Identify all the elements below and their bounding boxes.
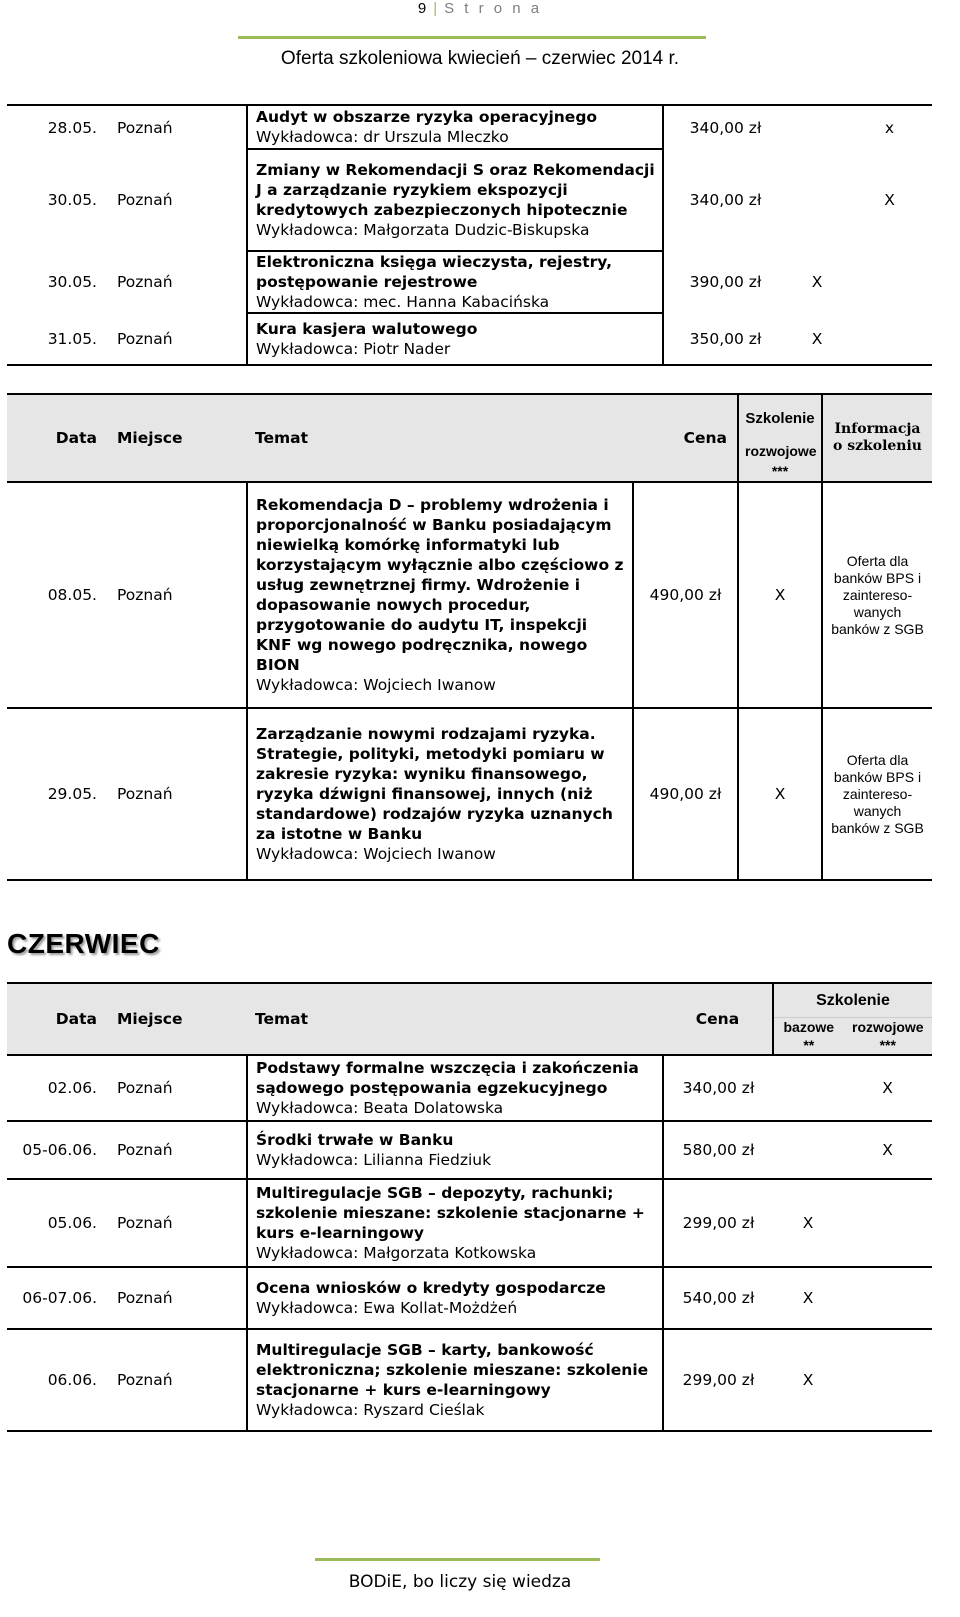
table-row	[7, 1055, 932, 1121]
header-place: Miejsce	[105, 394, 247, 482]
header-training	[773, 983, 932, 1055]
table-header-row	[7, 983, 932, 1055]
header-base-label: bazowe	[783, 1018, 835, 1035]
place-cell: Poznań	[105, 1179, 247, 1267]
header-dev	[844, 1018, 932, 1054]
lecturer: Wykładowca: Małgorzata Kotkowska	[256, 1244, 537, 1262]
june-table	[7, 982, 932, 1432]
table-row	[7, 1329, 932, 1431]
header-price: Cena	[633, 394, 738, 482]
table-row	[7, 251, 932, 313]
lecturer: Wykładowca: Wojciech Iwanow	[256, 845, 496, 863]
table-row	[7, 105, 932, 149]
date-cell: 31.05.	[7, 313, 105, 365]
topic-title: Środki trwałe w Banku	[256, 1131, 454, 1149]
topic-cell	[247, 1329, 663, 1431]
place-cell: Poznań	[105, 708, 247, 880]
place-cell: Poznań	[105, 313, 247, 365]
footer-rule	[315, 1558, 600, 1561]
topic-title: Multiregulacje SGB – depozyty, rachunki; szkolenie mieszane: szkolenie stacjonarne + kurs e-learningowy	[256, 1184, 645, 1242]
topic-title: Podstawy formalne wszczęcia i zakończenia sądowego postępowania egzekucyjnego	[256, 1059, 639, 1097]
date-cell: 29.05.	[7, 708, 105, 880]
topic-cell	[247, 1267, 663, 1329]
table-row	[7, 1179, 932, 1267]
date-cell: 06-07.06.	[7, 1267, 105, 1329]
price-cell: 299,00 zł	[663, 1179, 773, 1267]
place-cell: Poznań	[105, 1121, 247, 1179]
page-number: 9	[417, 0, 430, 17]
topic-cell	[247, 251, 663, 313]
bank-offer-table	[7, 393, 932, 881]
topic-title: Ocena wniosków o kredyty gospodarcze	[256, 1279, 606, 1297]
header-base	[774, 1018, 844, 1054]
header-base-stars: **	[803, 1036, 815, 1053]
empty-cell	[787, 149, 847, 251]
price-cell: 580,00 zł	[663, 1121, 773, 1179]
topic-cell	[247, 313, 663, 365]
price-cell: 340,00 zł	[663, 105, 787, 149]
topic-cell	[247, 105, 663, 149]
header-dev-stars: ***	[879, 1036, 896, 1053]
base-mark	[773, 1121, 843, 1179]
section-title-june: CZERWIEC	[7, 928, 160, 959]
header-rule	[238, 36, 706, 39]
table-row	[7, 1121, 932, 1179]
lecturer: Wykładowca: Małgorzata Dudzic-Biskupska	[256, 221, 590, 239]
base-mark: X	[773, 1329, 843, 1431]
dev-mark	[843, 1329, 932, 1431]
dev-mark: X	[738, 482, 822, 708]
date-cell: 05.06.	[7, 1179, 105, 1267]
place-cell: Poznań	[105, 1055, 247, 1121]
header-price: Cena	[663, 983, 773, 1055]
topic-cell	[247, 1121, 663, 1179]
lecturer: Wykładowca: Piotr Nader	[256, 340, 451, 358]
empty-cell	[847, 251, 932, 313]
footer-slogan: BODiE, bo liczy się wiedza	[348, 1572, 572, 1592]
header-dev-stars: ***	[771, 463, 789, 479]
header-dev-label: rozwojowe	[745, 443, 817, 459]
place-cell: Poznań	[117, 191, 173, 209]
may-continuation-table	[7, 104, 932, 366]
topic-title: Rekomendacja D – problemy wdrożenia i proporcjonalność w Banku posiadającym niewielką komórkę informatyki lub korzystającym wyłącznie albo częściowo z usług zewnętrznej firmy. Wdrożenie i dopasowanie nowych procedur, przygotowanie do audytu IT, inspekcji KNF wg nowego podręcznika, nowego BION	[256, 496, 624, 674]
date-cell: 02.06.	[7, 1055, 105, 1121]
lecturer: Wykładowca: dr Urszula Mleczko	[256, 128, 509, 146]
topic-title: Multiregulacje SGB – karty, bankowość elektroniczna; szkolenie mieszane: szkolenie stacjonarne + kurs e-learningowy	[256, 1341, 649, 1399]
lecturer: Wykładowca: Ewa Kollat-Możdżeń	[256, 1299, 518, 1317]
info-cell: Oferta dla banków BPS i zaintereso-wanych banków z SGB	[822, 482, 932, 708]
place-cell: Poznań	[117, 273, 173, 291]
topic-cell	[247, 1179, 663, 1267]
info-cell: Oferta dla banków BPS i zaintereso-wanych banków z SGB	[822, 708, 932, 880]
date-cell: 05-06.06.	[7, 1121, 105, 1179]
place-cell: Poznań	[105, 105, 247, 149]
price-cell: 540,00 zł	[663, 1267, 773, 1329]
topic-title: Audyt w obszarze ryzyka operacyjnego	[256, 108, 598, 126]
dev-mark: x	[847, 105, 932, 149]
topic-cell	[247, 1055, 663, 1121]
base-mark	[773, 1055, 843, 1121]
price-cell: 299,00 zł	[663, 1329, 773, 1431]
price-cell: 340,00 zł	[689, 191, 762, 209]
price-cell: 350,00 zł	[663, 313, 787, 365]
page-separator: |	[433, 0, 441, 17]
base-mark: X	[811, 273, 823, 291]
date-cell: 30.05.	[47, 273, 97, 291]
dev-mark	[843, 1179, 932, 1267]
price-cell: 340,00 zł	[663, 1055, 773, 1121]
table-row	[7, 482, 932, 708]
header-date: Data	[7, 394, 105, 482]
lecturer: Wykładowca: Beata Dolatowska	[256, 1099, 504, 1117]
header-training	[738, 394, 822, 482]
lecturer: Wykładowca: mec. Hanna Kabacińska	[256, 293, 550, 311]
place-cell: Poznań	[105, 482, 247, 708]
price-cell: 490,00 zł	[633, 482, 738, 708]
place-cell: Poznań	[105, 1329, 247, 1431]
topic-cell	[247, 482, 633, 708]
base-mark: X	[787, 313, 847, 365]
topic-title: Zmiany w Rekomendacji S oraz Rekomendacji J a zarządzanie ryzykiem ekspozycji kredytowych zabezpieczonych hipotecznie	[256, 161, 655, 219]
page-number-header	[0, 0, 960, 17]
date-cell: 28.05.	[7, 105, 105, 149]
dev-mark	[843, 1267, 932, 1329]
date-cell: 08.05.	[7, 482, 105, 708]
dev-mark: X	[843, 1055, 932, 1121]
document-title: Oferta szkoleniowa kwiecień – czerwiec 2014 r.	[280, 48, 680, 69]
topic-title: Zarządzanie nowymi rodzajami ryzyka. Strategie, polityki, metodyki pomiaru w zakresie ryzyka: wyniku finansowego, ryzyka dźwigni finansowej, innych (niż standardowe) rodzajów ryzyka uznanych za istotne w Banku	[256, 725, 613, 843]
table-row	[7, 149, 932, 251]
lecturer: Wykładowca: Ryszard Cieślak	[256, 1401, 485, 1419]
lecturer: Wykładowca: Lilianna Fiedziuk	[256, 1151, 492, 1169]
header-date: Data	[7, 983, 105, 1055]
place-cell: Poznań	[105, 1267, 247, 1329]
topic-cell	[247, 708, 633, 880]
price-cell: 490,00 zł	[633, 708, 738, 880]
topic-title: Kura kasjera walutowego	[256, 320, 478, 338]
topic-title: Elektroniczna księga wieczysta, rejestry, postępowanie rejestrowe	[256, 253, 613, 291]
header-topic: Temat	[247, 394, 633, 482]
price-cell: 390,00 zł	[689, 273, 762, 291]
empty-cell	[847, 313, 932, 365]
base-mark: X	[773, 1179, 843, 1267]
header-info: Informacja o szkoleniu	[822, 394, 932, 482]
header-training-label: Szkolenie	[745, 410, 815, 427]
base-mark: X	[773, 1267, 843, 1329]
header-dev-label: rozwojowe	[852, 1018, 924, 1035]
table-header-row	[7, 394, 932, 482]
table-row	[7, 708, 932, 880]
header-topic: Temat	[247, 983, 663, 1055]
dev-mark: X	[738, 708, 822, 880]
table-row	[7, 1267, 932, 1329]
date-cell: 30.05.	[47, 191, 97, 209]
dev-mark: X	[884, 191, 895, 209]
topic-cell	[247, 149, 663, 251]
lecturer: Wykładowca: Wojciech Iwanow	[256, 676, 496, 694]
table-row	[7, 313, 932, 365]
header-place: Miejsce	[105, 983, 247, 1055]
dev-mark: X	[843, 1121, 932, 1179]
page-word: S t r o n a	[444, 0, 543, 17]
date-cell: 06.06.	[7, 1329, 105, 1431]
empty-cell	[787, 105, 847, 149]
header-training-label: Szkolenie	[774, 985, 932, 1018]
